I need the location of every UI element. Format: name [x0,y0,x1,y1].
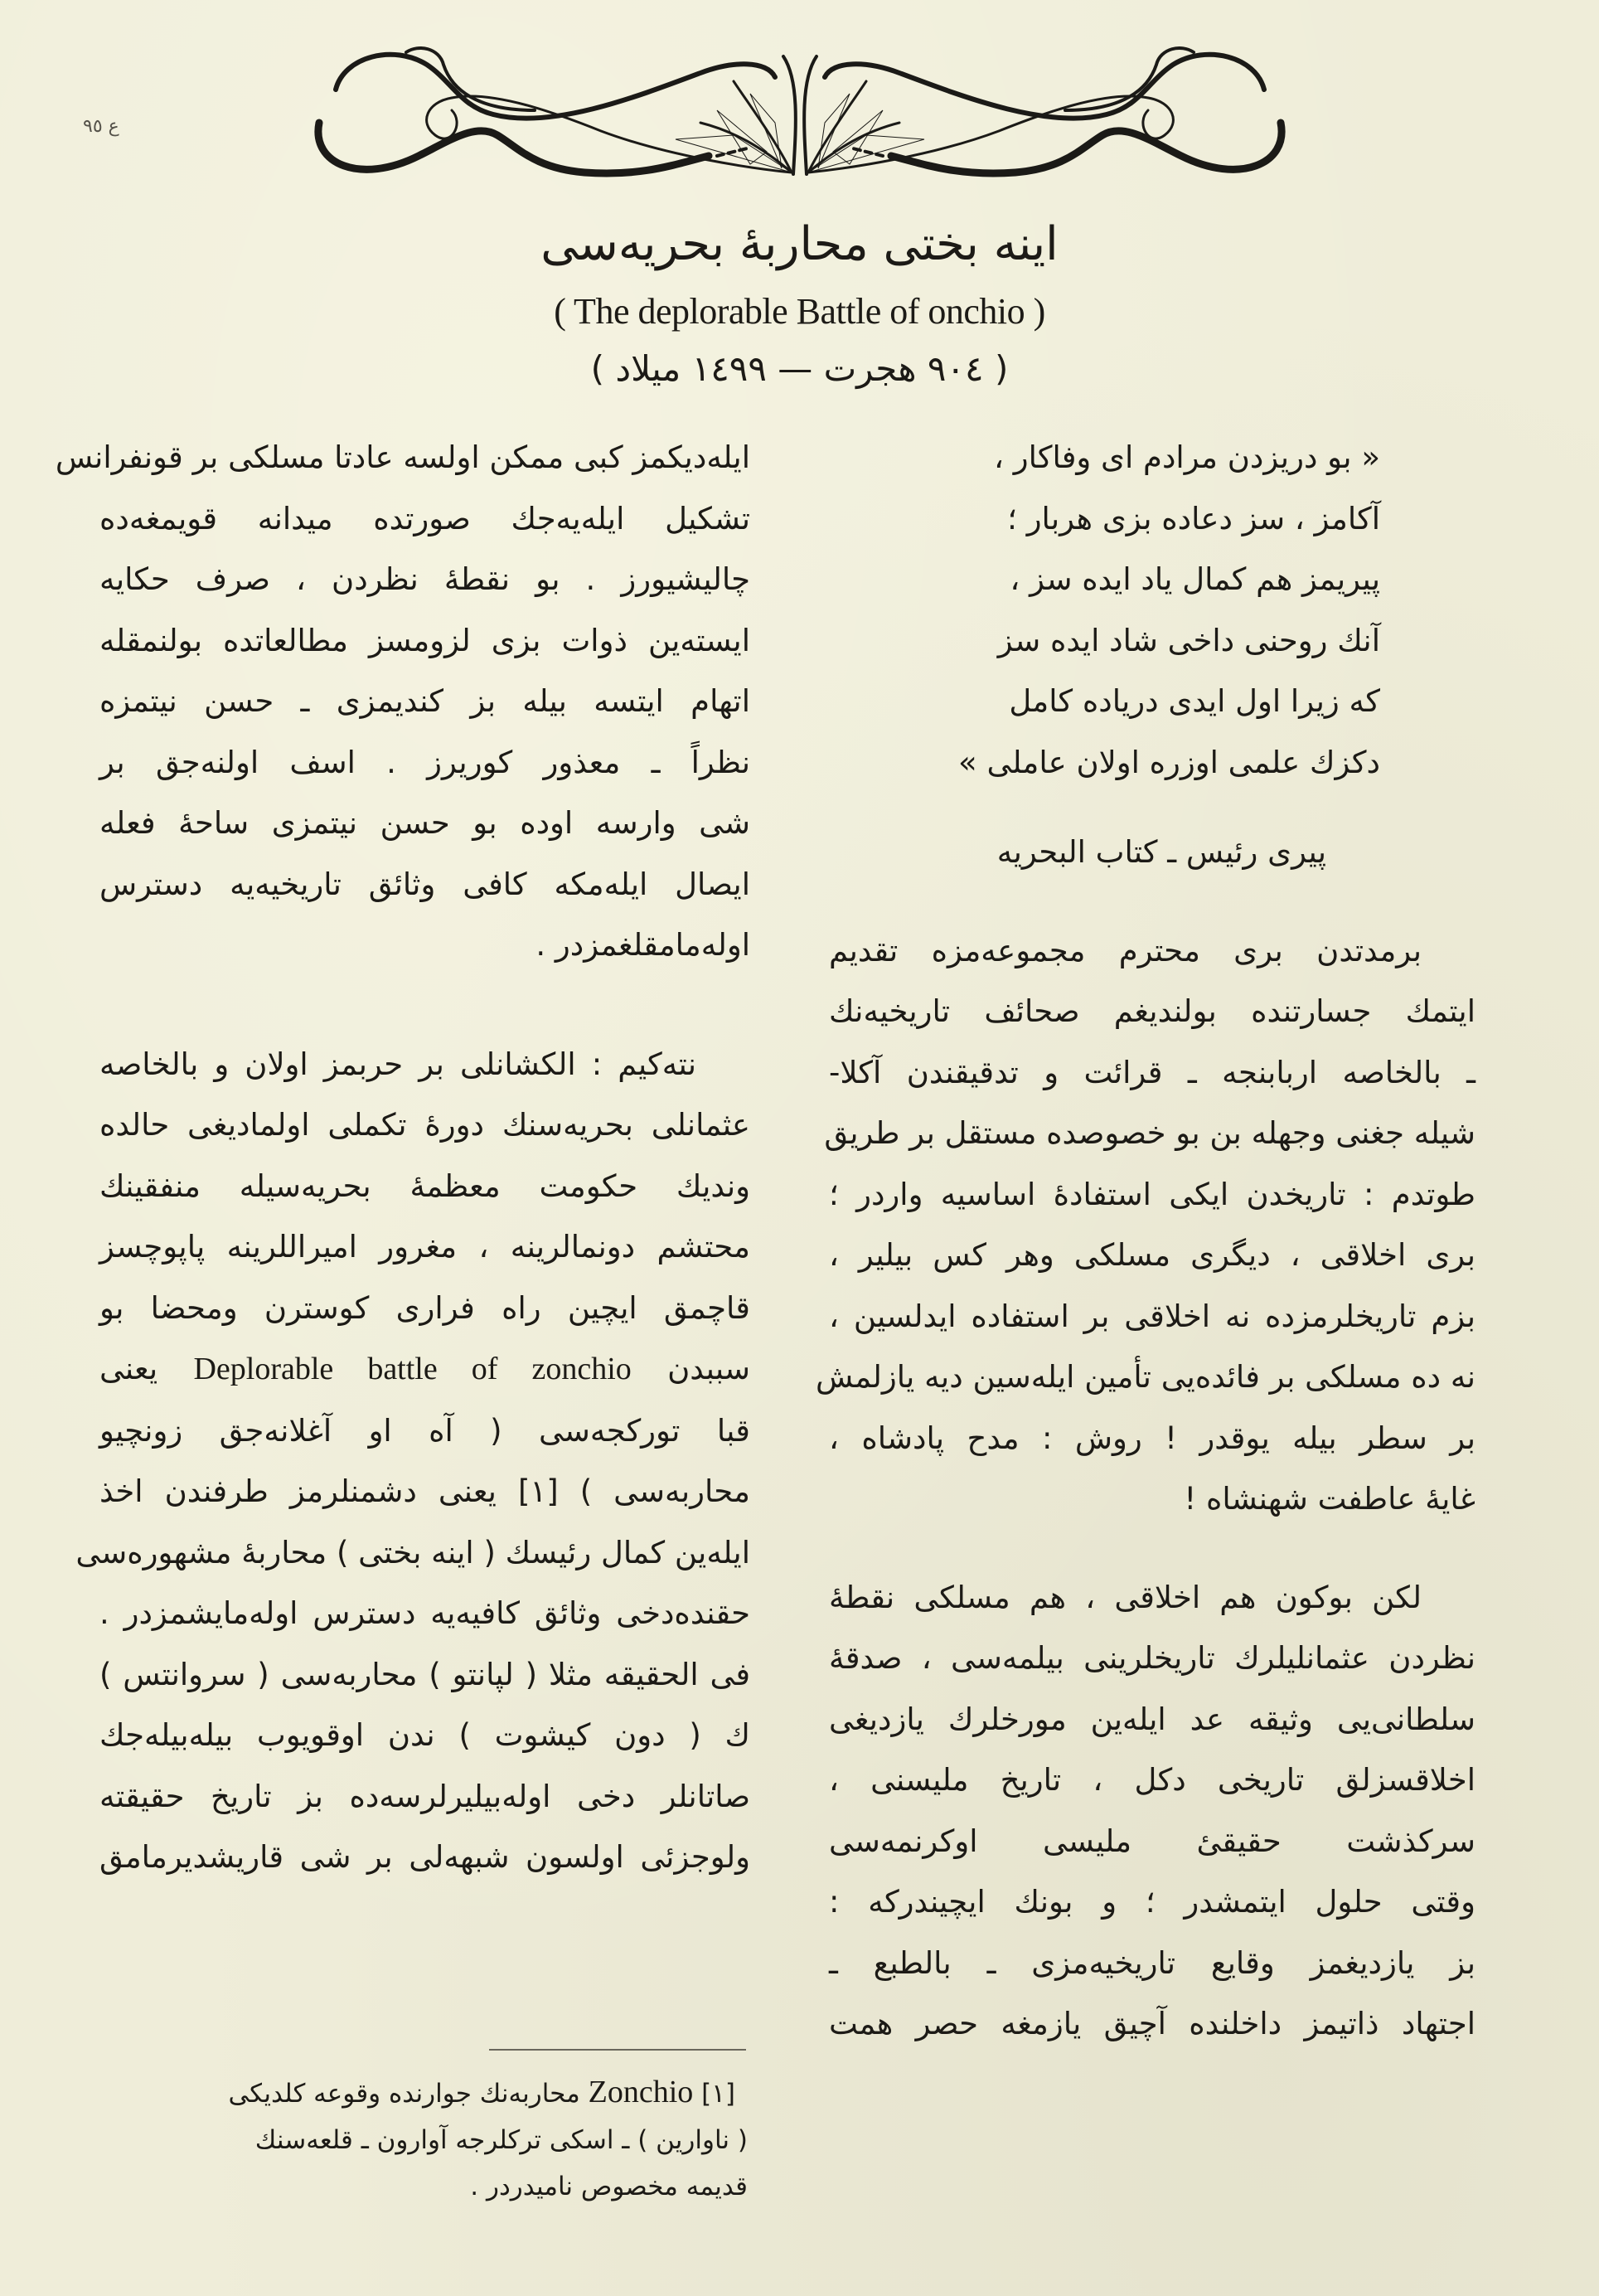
epigraph-verse [829,427,1475,793]
text-line: چالیشیورز . بو نقطهٔ نظردن ، صرف حکایه [99,561,750,597]
text-line: شیله جغنی وجهله بن بو خصوصده مستقل بر طریق [824,1115,1475,1151]
text-line: طوتدم : تاریخدن ایکی استفادهٔ اساسیه واردر ؛ [829,1176,1475,1212]
text-line: صاتانلر دخی اوله‌بیلیرلرسه‌ده بز تاریخ حقیقته [99,1778,750,1814]
paragraph [75,1034,751,1888]
verse-line: آکامز ، سز دعاده بزی هربار ؛ [1007,500,1380,536]
text-line: قاچمق ایچین راه فراری کوسترن ومحضا بو [99,1289,750,1326]
latin-phrase: Zonchio [588,2075,694,2109]
text-line: برمدتدن بری محترم مجموعه‌مزه تقدیم [829,932,1422,968]
text-line: سلطانی‌یی وثیقه عد ایله‌ین مورخلرك یازدیغی [829,1701,1475,1737]
text-line: ایله‌دیکمز کبی ممکن اولسه عادتا مسلکی بر قونفرانس [55,439,750,475]
text-line: سرکذشت حقیقیٔ ملیسی اوکرنمه‌سی [829,1823,1475,1859]
footnote-divider [489,2049,746,2051]
article-title: اینه بختی محاربهٔ بحریه‌سی [540,217,1059,271]
verse-line: آنك روحنی داخی شاد ایده سز [997,622,1380,658]
text-line: شی وارسه اوده بو حسن نیتمزی ساحهٔ فعله [99,805,750,841]
text-line: تشکیل ایله‌یه‌جك صورتده میدانه قویمغه‌ده [99,500,750,536]
text-line: اوله‌مامقلغمزدر . [535,927,750,963]
paragraph [829,1567,1475,2055]
text-line: عثمانلی بحریه‌سنك دورهٔ تکملی اولمادیغی حالده [99,1107,750,1143]
article-title-english: ( The deplorable Battle of onchio ) [554,291,1045,332]
text-line: اتهام ایتسه بیله بز کندیمزی ـ حسن نیتمزه [99,683,750,719]
paragraph [816,920,1475,1530]
text-line: نته‌کیم : الکشانلی بر حربمز اولان و بالخاصه [99,1046,696,1082]
article-date: ( ۹۰٤ هجرت — ۱٤۹۹ میلاد ) [590,348,1009,389]
left-column [55,427,751,1888]
margin-mark: ع ٩٥ [83,116,119,137]
paragraph [55,427,750,976]
latin-phrase: Deplorable battle of zonchio [193,1352,632,1386]
verse-line: که زیرا اول ایدی دریاده کامل [1009,683,1380,719]
text-line: محتشم دونمالرینه ، مغرور امیراللرینه پاپوچسز [99,1229,750,1264]
footnote-line: قدیمه مخصوص نامیدردر . [470,2172,748,2201]
text-line: وقتی حلول ایتمشدر ؛ و بونك ایچیندرکه : [829,1884,1475,1920]
text-line: لکن بوکون هم اخلاقی ، هم مسلکی نقطهٔ [829,1579,1422,1615]
text-fragment: محاربه‌نك جوارنده وقوعه کلدیکی [228,2079,580,2109]
text-line: نه ده مسلکی بر فائده‌یی تأمین ایله‌سین دیه یازلمش [816,1359,1475,1395]
verse-line: « بو دریزدن مرادم ای وفاکار ، [994,439,1380,475]
text-line: غایهٔ عاطفت شهنشاه ! [1184,1481,1475,1517]
text-line: بری اخلاقی ، دیگری مسلکی وهر کس بیلیر ، [829,1237,1475,1273]
ornament-header-icon [286,32,1314,189]
text-line: حقنده‌دخی وثائق کافیه‌یه دسترس اوله‌مایشمزدر . [99,1595,750,1631]
footnote-marker: [۱] [701,2079,735,2109]
footnote-line [93,2069,748,2117]
text-line: ـ بالخاصه اربابنجه ـ قرائت و تدقیقندن آکلا- [829,1054,1475,1090]
text-line: وندیك حکومت معظمهٔ بحریه‌سیله منفقینك [99,1167,750,1204]
text-fragment: یعنی [99,1351,158,1386]
text-line: ایتمك جسارتنده بولندیغم صحائف تاریخیه‌نك [829,993,1475,1029]
text-line: نظراً ـ معذور کوریرز . اسف اولنه‌جق بر [99,744,750,780]
footnote-line: ( ناوارین ) ـ اسکی ترکلرجه آوارون ـ قلعه‌سنك [254,2125,748,2155]
text-line: اخلاقسزلق تاریخی دکل ، تاریخ ملیسنی ، [829,1762,1475,1798]
text-line: ایسته‌ین ذوات بزی لزومسز مطالعاتده بولنمقله [99,622,750,658]
text-line: ولوجزئی اولسون شبهه‌لی بر شی قاریشدیرمامق [99,1839,750,1875]
text-line: ایله‌ین کمال رئیسك ( اینه بختی ) محاربهٔ مشهوره‌سی [75,1534,750,1570]
verse-line: پیریمز هم کمال یاد ایده سز ، [1010,561,1380,597]
text-line: محاربه‌سی ) [۱] یعنی دشمنلرمز طرفندن اخذ [99,1473,750,1509]
text-line-mixed [99,1338,750,1400]
text-line: بز یازدیغمز وقایع تاریخیه‌مزی ـ بالطبع ـ [829,1944,1475,1981]
epigraph-attribution: پیری رئیس ـ کتاب البحریه [996,834,1326,870]
text-line: بزم تاریخلرمزده نه اخلاقی بر استفاده ایدلسین ، [829,1298,1475,1334]
text-line: ك ( دون کیشوت ) ندن اوقویوب بیله‌بیله‌جك [99,1717,750,1753]
text-line: قبا تورکجه‌سی ( آه او آغلانه‌جق زونچیو [99,1412,750,1449]
text-fragment: سببدن [667,1351,751,1386]
text-line: ایصال ایله‌مکه کافی وثائق تاریخیه‌یه دسترس [99,866,750,902]
text-line: نظردن عثمانلیلرك تاریخلرینی بیلمه‌سی ، صدقهٔ [829,1640,1475,1676]
text-line: اجتهاد ذاتیمز داخلنده آچیق یازمغه حصر همت [829,2006,1475,2041]
right-column [816,427,1475,2055]
text-line: بر سطر بیله یوقدر ! روش : مدح پادشاه ، [829,1420,1475,1456]
verse-line: دکزك علمی اوزره اولان عاملی » [958,744,1380,780]
text-line: فی الحقیقه مثلا ( لپانتو ) محاربه‌سی ( سروانتس ) [99,1656,750,1692]
footnote [93,2069,748,2210]
